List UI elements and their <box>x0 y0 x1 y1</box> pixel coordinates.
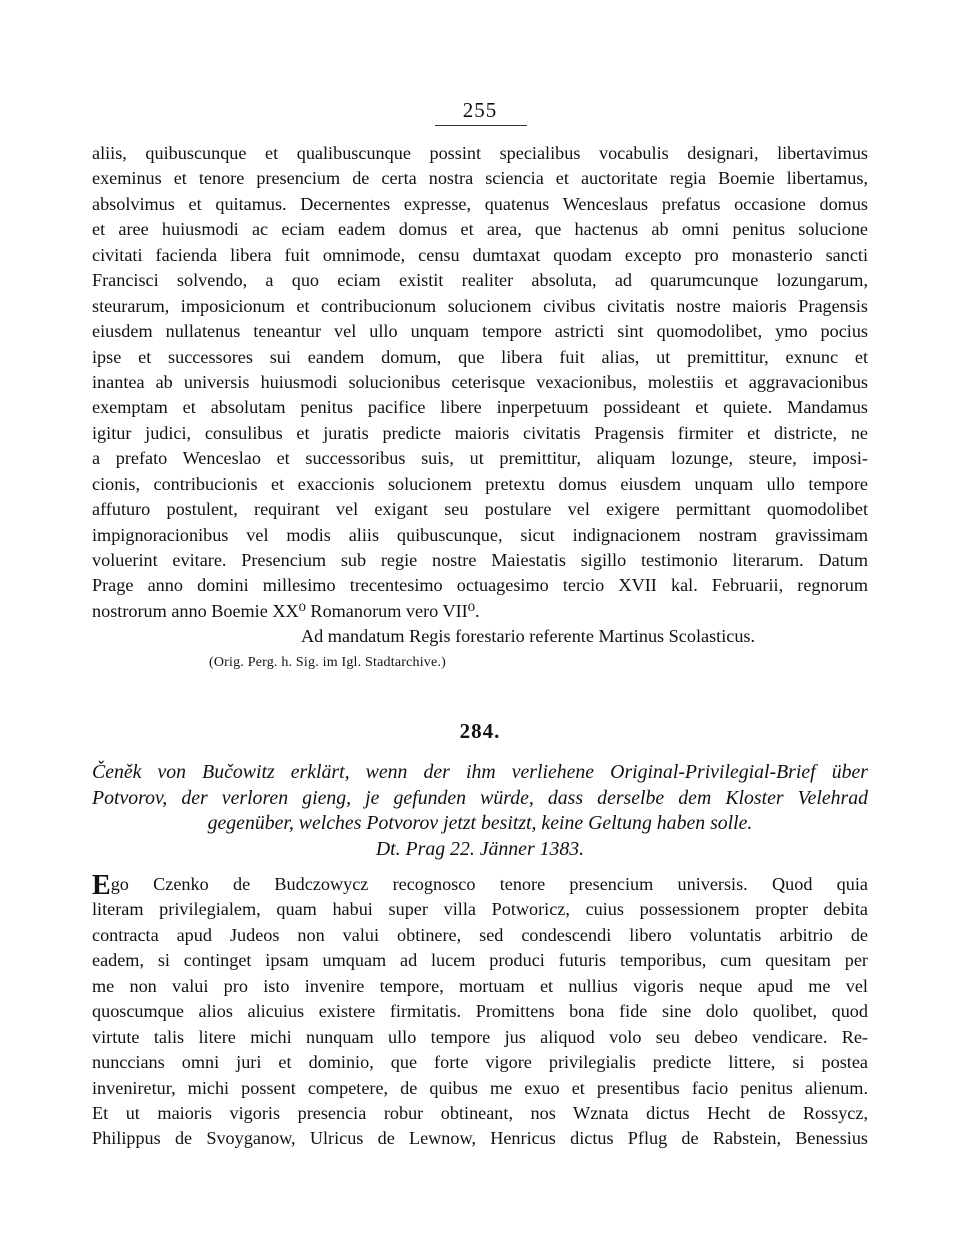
first-line-text: go Czenko de Budczowycz recognosco tenore presencium universis. Quod quia <box>110 874 868 894</box>
text-line: inveniretur, michi possent competere, de quibus me exuo et presentibus facio penitus alienum. <box>92 1077 868 1098</box>
headnote-line: Potvorov, der verloren gieng, je gefunden würde, dass derselbe dem Kloster Velehrad <box>92 786 868 809</box>
text-line: exeminus et tenore presencium de certa nostra sciencia et auctoritate regia Boemie libertamus, <box>92 168 868 189</box>
document-number: 284. <box>459 719 501 743</box>
text-line: contracta apud Judeos non valui obtinere, sed condescendi libero voluntatis arbitrio de <box>92 924 868 945</box>
page-number-rule <box>435 125 527 126</box>
first-text-line <box>92 872 868 897</box>
source-note: (Orig. Perg. h. Sig. im Igl. Stadtarchive.) <box>209 655 446 670</box>
text-line: steurarum, imposicionum et contribucionum solucionem civibus civitatis nostre maioris Pragensis <box>92 295 868 316</box>
text-line: civitati facienda libera fuit omnimode, censu dumtaxat quodam excepto pro monasterio sancti <box>92 244 868 265</box>
document-text <box>92 872 868 1152</box>
text-line: quoscumque alios alicuius existere firmitatis. Promittens bona fide sine dolo quolibet, quod <box>92 1001 868 1022</box>
text-line: me non valui pro isto invenire tempore, mortuam et nullius vigoris neque apud me vel <box>92 975 868 996</box>
text-line: igitur judici, consulibus et juratis predicte maioris civitatis Pragensis firmiter et districte, ne <box>92 422 868 443</box>
headnote-date: Dt. Prag 22. Jänner 1383. <box>375 837 585 860</box>
text-line: aliis, quibuscunque et qualibuscunque possint specialibus vocabulis designari, libertavimus <box>92 143 868 163</box>
headnote-line: gegenüber, welches Potvorov jetzt besitzt, keine Geltung haben solle. <box>207 812 753 834</box>
text-line: eiusdem nullatenus teneantur vel ullo unquam tempore astricti sint quomodolibet, ymo pocius <box>92 321 868 342</box>
text-line: literam privilegialem, quam habui super villa Potworicz, cuius possessionem propter debita <box>92 899 868 920</box>
text-line: Philippus de Svoyganow, Ulricus de Lewnow, Henricus dictus Pflug de Rabstein, Benessius <box>92 1128 868 1149</box>
text-line: ipse et successores sui eandem domum, que libera fuit alias, ut premittitur, exnunc et <box>92 346 868 367</box>
text-line: inantea ab universis huiusmodi solucionibus ceterisque vexacionibus, molestiis et aggravacionibus <box>92 371 868 392</box>
text-line: exemptam et absolutam penitus pacifice libere inperpetuum possideant et quiete. Mandamus <box>92 397 868 418</box>
text-line: et aree huiusmodi ac eciam eadem domus et area, que hactenus ab omni penitus solucione <box>92 219 868 240</box>
text-line: voluerint evitare. Presencium sub regie nostre Maiestatis sigillo testimonio literarum. Datum <box>92 550 868 570</box>
signature-line: Ad mandatum Regis forestario referente Martinus Scolasticus. <box>301 626 756 647</box>
drop-cap: E <box>92 872 111 898</box>
text-line: nostrorum anno Boemie XX⁰ Romanorum vero VII⁰. <box>92 600 480 621</box>
text-line: cionis, contribucionis et exaccionis solucionem pretextu domus eiusdem unquam ullo tempore <box>92 473 868 494</box>
text-line: Et ut maioris vigoris presencia robur obtineant, nos Wznata dictus Hecht de Rossycz, <box>92 1102 868 1123</box>
text-line: nunccians omni juri et dominio, que forte vigore privilegialis predicte littere, si postea <box>92 1052 868 1073</box>
text-line: virtute talis litere michi nunquam ullo tempore jus aliquod volo seu debeo vendicare. Re- <box>92 1026 868 1047</box>
text-line: a prefato Wenceslao et successoribus suis, ut premittitur, aliquam lozunge, steure, imposi- <box>92 448 868 469</box>
headnote-line: Čeněk von Bučowitz erklärt, wenn der ihm verliehene Original-Privilegial-Brief über <box>92 761 868 783</box>
text-line: impignoracionibus vel modis aliis quibuscunque, sicut indignacionem nostram gravissimam <box>92 524 868 545</box>
text-line: affuturo postulent, requirant vel exigant seu postulare vel exigere permittant quomodolibet <box>92 499 868 520</box>
page-number: 255 <box>462 98 498 122</box>
book-page <box>92 0 868 1250</box>
text-line: Prage anno domini millesimo trecentesimo octuagesimo tercio XVII kal. Februarii, regnorum <box>92 575 868 596</box>
text-line: eadem, si continget ipsam umquam ad lucem produci futuris temporibus, cum quesitam per <box>92 950 868 971</box>
text-line: Francisci solvendo, a quo eciam existit realiter absoluta, ad quarumcunque lozungarum, <box>92 270 868 291</box>
text-line: absolvimus et quitamus. Decernentes expresse, quatenus Wenceslaus prefatus occasione domus <box>92 193 868 214</box>
document-headnote <box>92 760 868 862</box>
continuation-text <box>92 141 868 650</box>
